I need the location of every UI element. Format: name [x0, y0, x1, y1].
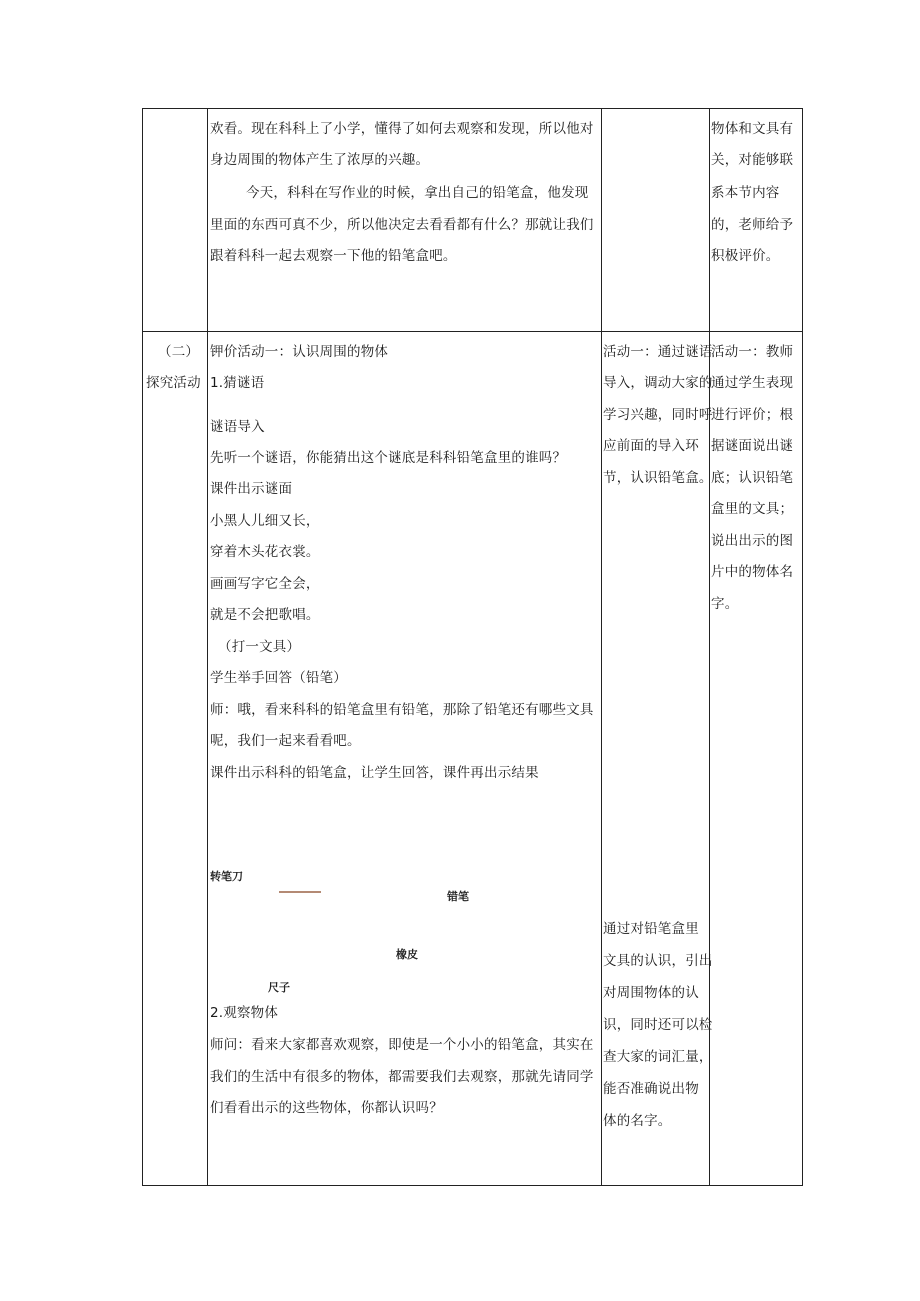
row2-right-3: 进行评价；根	[711, 407, 794, 423]
activity-title: 钾价活动一：认识周围的物体	[210, 344, 389, 360]
col3-top-4: 应前面的导入环	[603, 438, 699, 454]
col-border-2	[207, 108, 208, 1186]
row2-right-9: 字。	[711, 596, 739, 612]
section-number: （二）	[158, 344, 200, 360]
col3-bottom-7: 体的名字。	[603, 1113, 672, 1129]
label-pencil: 错笔	[447, 891, 469, 903]
label-eraser: 橡皮	[396, 949, 418, 961]
section-name: 探究活动	[146, 375, 201, 391]
riddle-show: 课件出示谜面	[210, 481, 293, 497]
row1-right-2: 关，对能够联	[711, 152, 794, 168]
col3-top-3: 学习兴趣，同时呼	[603, 407, 713, 423]
col3-bottom-1: 通过对铅笔盒里	[603, 921, 699, 937]
riddle-intro: 谜语导入	[210, 419, 265, 435]
riddle-question: 先听一个谜语，你能猜出这个谜底是科科铅笔盒里的谁吗？	[210, 450, 567, 466]
observe-line-3: 们看看出示的这些物体，你都认识吗？	[210, 1100, 443, 1116]
row2-right-8: 片中的物体名	[711, 564, 794, 580]
row2-right-1: 活动一：教师	[711, 344, 794, 360]
col3-bottom-4: 识，同时还可以检	[603, 1017, 713, 1033]
row1-line-1: 欢看。现在科科上了小学，懂得了如何去观察和发现，所以他对	[210, 121, 594, 137]
riddle-line-2: 穿着木头花衣裳。	[210, 544, 320, 560]
teacher-line-2: 呢，我们一起来看看吧。	[210, 733, 361, 749]
row1-right-3: 系本节内容	[711, 185, 780, 201]
observe-line-1: 师问：看来大家都喜欢观察，即使是一个小小的铅笔盒，其实在	[210, 1037, 594, 1053]
row1-line-2: 身边周围的物体产生了浓厚的兴趣。	[210, 152, 430, 168]
col3-bottom-3: 对周围物体的认	[603, 985, 699, 1001]
label-sharpener: 转笔刀	[210, 871, 243, 883]
col-border-3	[601, 108, 602, 1186]
row2-right-5: 底；认识铅笔	[711, 470, 794, 486]
riddle-heading: 1.猜谜语	[210, 375, 265, 391]
riddle-line-3: 画画写字它全会，	[210, 576, 320, 592]
table-top-border	[142, 108, 803, 109]
col3-bottom-5: 查大家的词汇量，	[603, 1049, 713, 1065]
col3-bottom-2: 文具的认识，引出	[603, 953, 713, 969]
label-ruler: 尺子	[268, 982, 290, 994]
student-answer: 学生举手回答（铅笔）	[210, 670, 347, 686]
table-bottom-border	[142, 1185, 803, 1186]
observe-line-2: 我们的生活中有很多的物体，都需要我们去观察，那就先请同学	[210, 1069, 594, 1085]
riddle-line-1: 小黑人儿细又长，	[210, 513, 320, 529]
col3-bottom-6: 能否准确说出物	[603, 1081, 699, 1097]
row2-right-6: 盒里的文具；	[711, 501, 794, 517]
row1-line-4: 里面的东西可真不少，所以他决定去看看都有什么？那就让我们	[210, 217, 594, 233]
col3-top-1: 活动一：通过谜语	[603, 344, 713, 360]
col3-top-2: 导入，调动大家的	[603, 375, 713, 391]
row1-right-1: 物体和文具有	[711, 121, 794, 137]
riddle-hint: （打一文具）	[218, 639, 301, 655]
observe-heading: 2.观察物体	[210, 1005, 279, 1021]
col-border-1	[142, 108, 143, 1186]
row2-right-7: 说出出示的图	[711, 533, 794, 549]
row2-right-4: 据谜面说出谜	[711, 438, 794, 454]
courseware-line: 课件出示科科的铅笔盒，让学生回答，课件再出示结果	[210, 765, 539, 781]
col3-top-5: 节，认识铅笔盒。	[603, 470, 713, 486]
row1-line-5: 跟着科科一起去观察一下他的铅笔盒吧。	[210, 248, 457, 264]
row-divider	[142, 331, 803, 332]
row1-right-4: 的，老师给予	[711, 217, 794, 233]
riddle-line-4: 就是不会把歌唱。	[210, 607, 320, 623]
row1-right-5: 积极评价。	[711, 248, 780, 264]
row1-line-3: 今天，科科在写作业的时候，拿出自己的铅笔盒，他发现	[246, 185, 589, 201]
teacher-line-1: 师：哦，看来科科的铅笔盒里有铅笔，那除了铅笔还有哪些文具	[210, 702, 594, 718]
col-border-5	[802, 108, 803, 1186]
pencil-image	[279, 891, 321, 893]
row2-right-2: 通过学生表现	[711, 375, 794, 391]
